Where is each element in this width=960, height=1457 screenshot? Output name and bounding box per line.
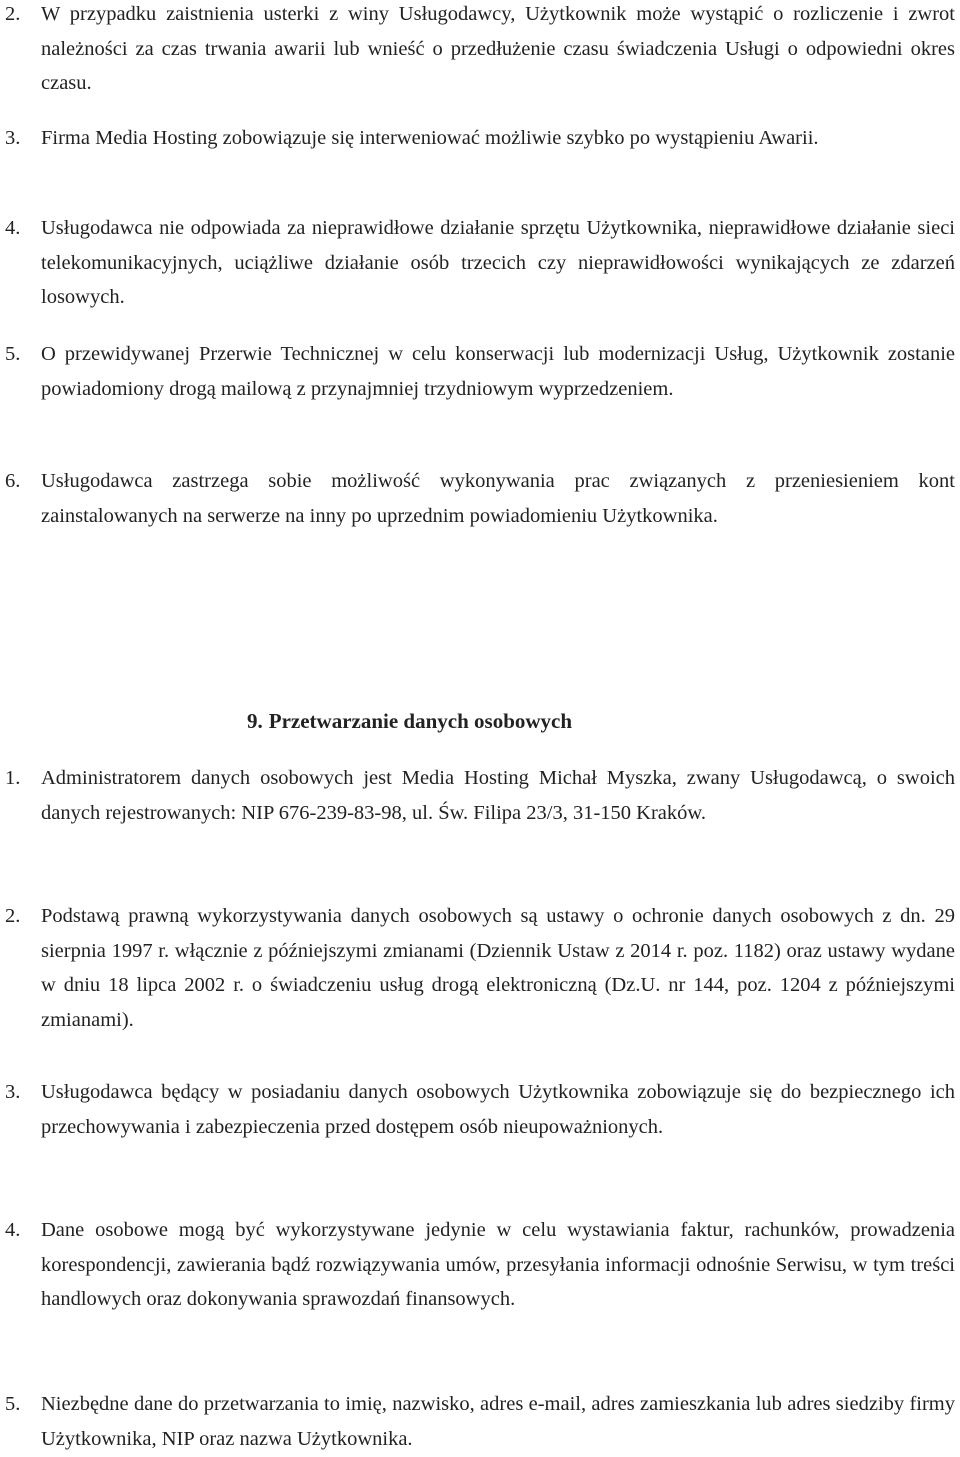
- item-text: Usługodawca zastrzega sobie możliwość wykonywania prac związanych z przeniesieniem kont zainstalowanych na serwerze na inny po uprzednim powiadomieniu Użytkownika.: [41, 470, 955, 527]
- item-text: Usługodawca będący w posiadaniu danych osobowych Użytkownika zobowiązuje się do bezpiecznego ich przechowywania i zabezpieczenia przed dostępem osób nieupoważnionych.: [41, 1081, 955, 1138]
- item-number: 3.: [5, 127, 21, 149]
- item-number: 2.: [5, 3, 21, 25]
- list-item: [5, 0, 955, 101]
- list-item: [5, 761, 955, 830]
- list-item: [5, 899, 955, 1037]
- item-text: W przypadku zaistnienia usterki z winy Usługodawcy, Użytkownik może wystąpić o rozliczenie i zwrot należności za czas trwania awarii lub wnieść o przedłużenie czasu świadczenia Usługi o odpowiedni okres czasu.: [41, 3, 955, 94]
- list-item: [5, 1075, 955, 1144]
- item-text: Podstawą prawną wykorzystywania danych osobowych są ustawy o ochronie danych osobowych z dn. 29 sierpnia 1997 r. włącznie z późniejszymi zmianami (Dziennik Ustaw z 2014 r. poz. 1182) oraz ustawy wydane w dniu 18 lipca 2002 r. o świadczeniu usług drogą elektroniczną (Dz.U. nr 144, poz. 1204 z późniejszymi zmianami).: [41, 905, 955, 1031]
- item-text: Administratorem danych osobowych jest Media Hosting Michał Myszka, zwany Usługodawcą, o swoich danych rejestrowanych: NIP 676-239-83-98, ul. Św. Filipa 23/3, 31-150 Kraków.: [41, 767, 955, 824]
- item-number: 4.: [5, 217, 21, 239]
- list-item: [5, 1387, 955, 1456]
- item-text: Usługodawca nie odpowiada za nieprawidłowe działanie sprzętu Użytkownika, nieprawidłowe działanie sieci telekomunikacyjnych, uciążliwe działanie osób trzecich czy nieprawidłowości wynikających ze zdarzeń losowych.: [41, 217, 955, 308]
- list-item: [5, 464, 955, 533]
- item-number: 5.: [5, 1393, 21, 1415]
- item-number: 4.: [5, 1219, 21, 1241]
- item-text: Niezbędne dane do przetwarzania to imię, nazwisko, adres e-mail, adres zamieszkania lub adres siedziby firmy Użytkownika, NIP oraz nazwa Użytkownika.: [41, 1393, 955, 1450]
- section-number: 9.: [247, 709, 263, 733]
- item-number: 1.: [5, 767, 21, 789]
- list-item: [5, 211, 955, 315]
- item-number: 3.: [5, 1081, 21, 1103]
- section-title: Przetwarzanie danych osobowych: [268, 709, 573, 733]
- list-item: [5, 121, 955, 156]
- item-text: Dane osobowe mogą być wykorzystywane jedynie w celu wystawiania faktur, rachunków, prowadzenia korespondencji, zawierania bądź rozwiązywania umów, przesyłania informacji odnośnie Serwisu, w tym treści handlowych oraz dokonywania sprawozdań finansowych.: [41, 1219, 955, 1310]
- list-item: [5, 337, 955, 406]
- item-number: 6.: [5, 470, 21, 492]
- item-number: 2.: [5, 905, 21, 927]
- list-item: [5, 1213, 955, 1317]
- section-heading: [247, 704, 572, 738]
- item-number: 5.: [5, 343, 21, 365]
- item-text: Firma Media Hosting zobowiązuje się interweniować możliwie szybko po wystąpieniu Awarii.: [41, 127, 819, 149]
- item-text: O przewidywanej Przerwie Technicznej w celu konserwacji lub modernizacji Usług, Użytkownik zostanie powiadomiony drogą mailową z przynajmniej trzydniowym wyprzedzeniem.: [41, 343, 955, 400]
